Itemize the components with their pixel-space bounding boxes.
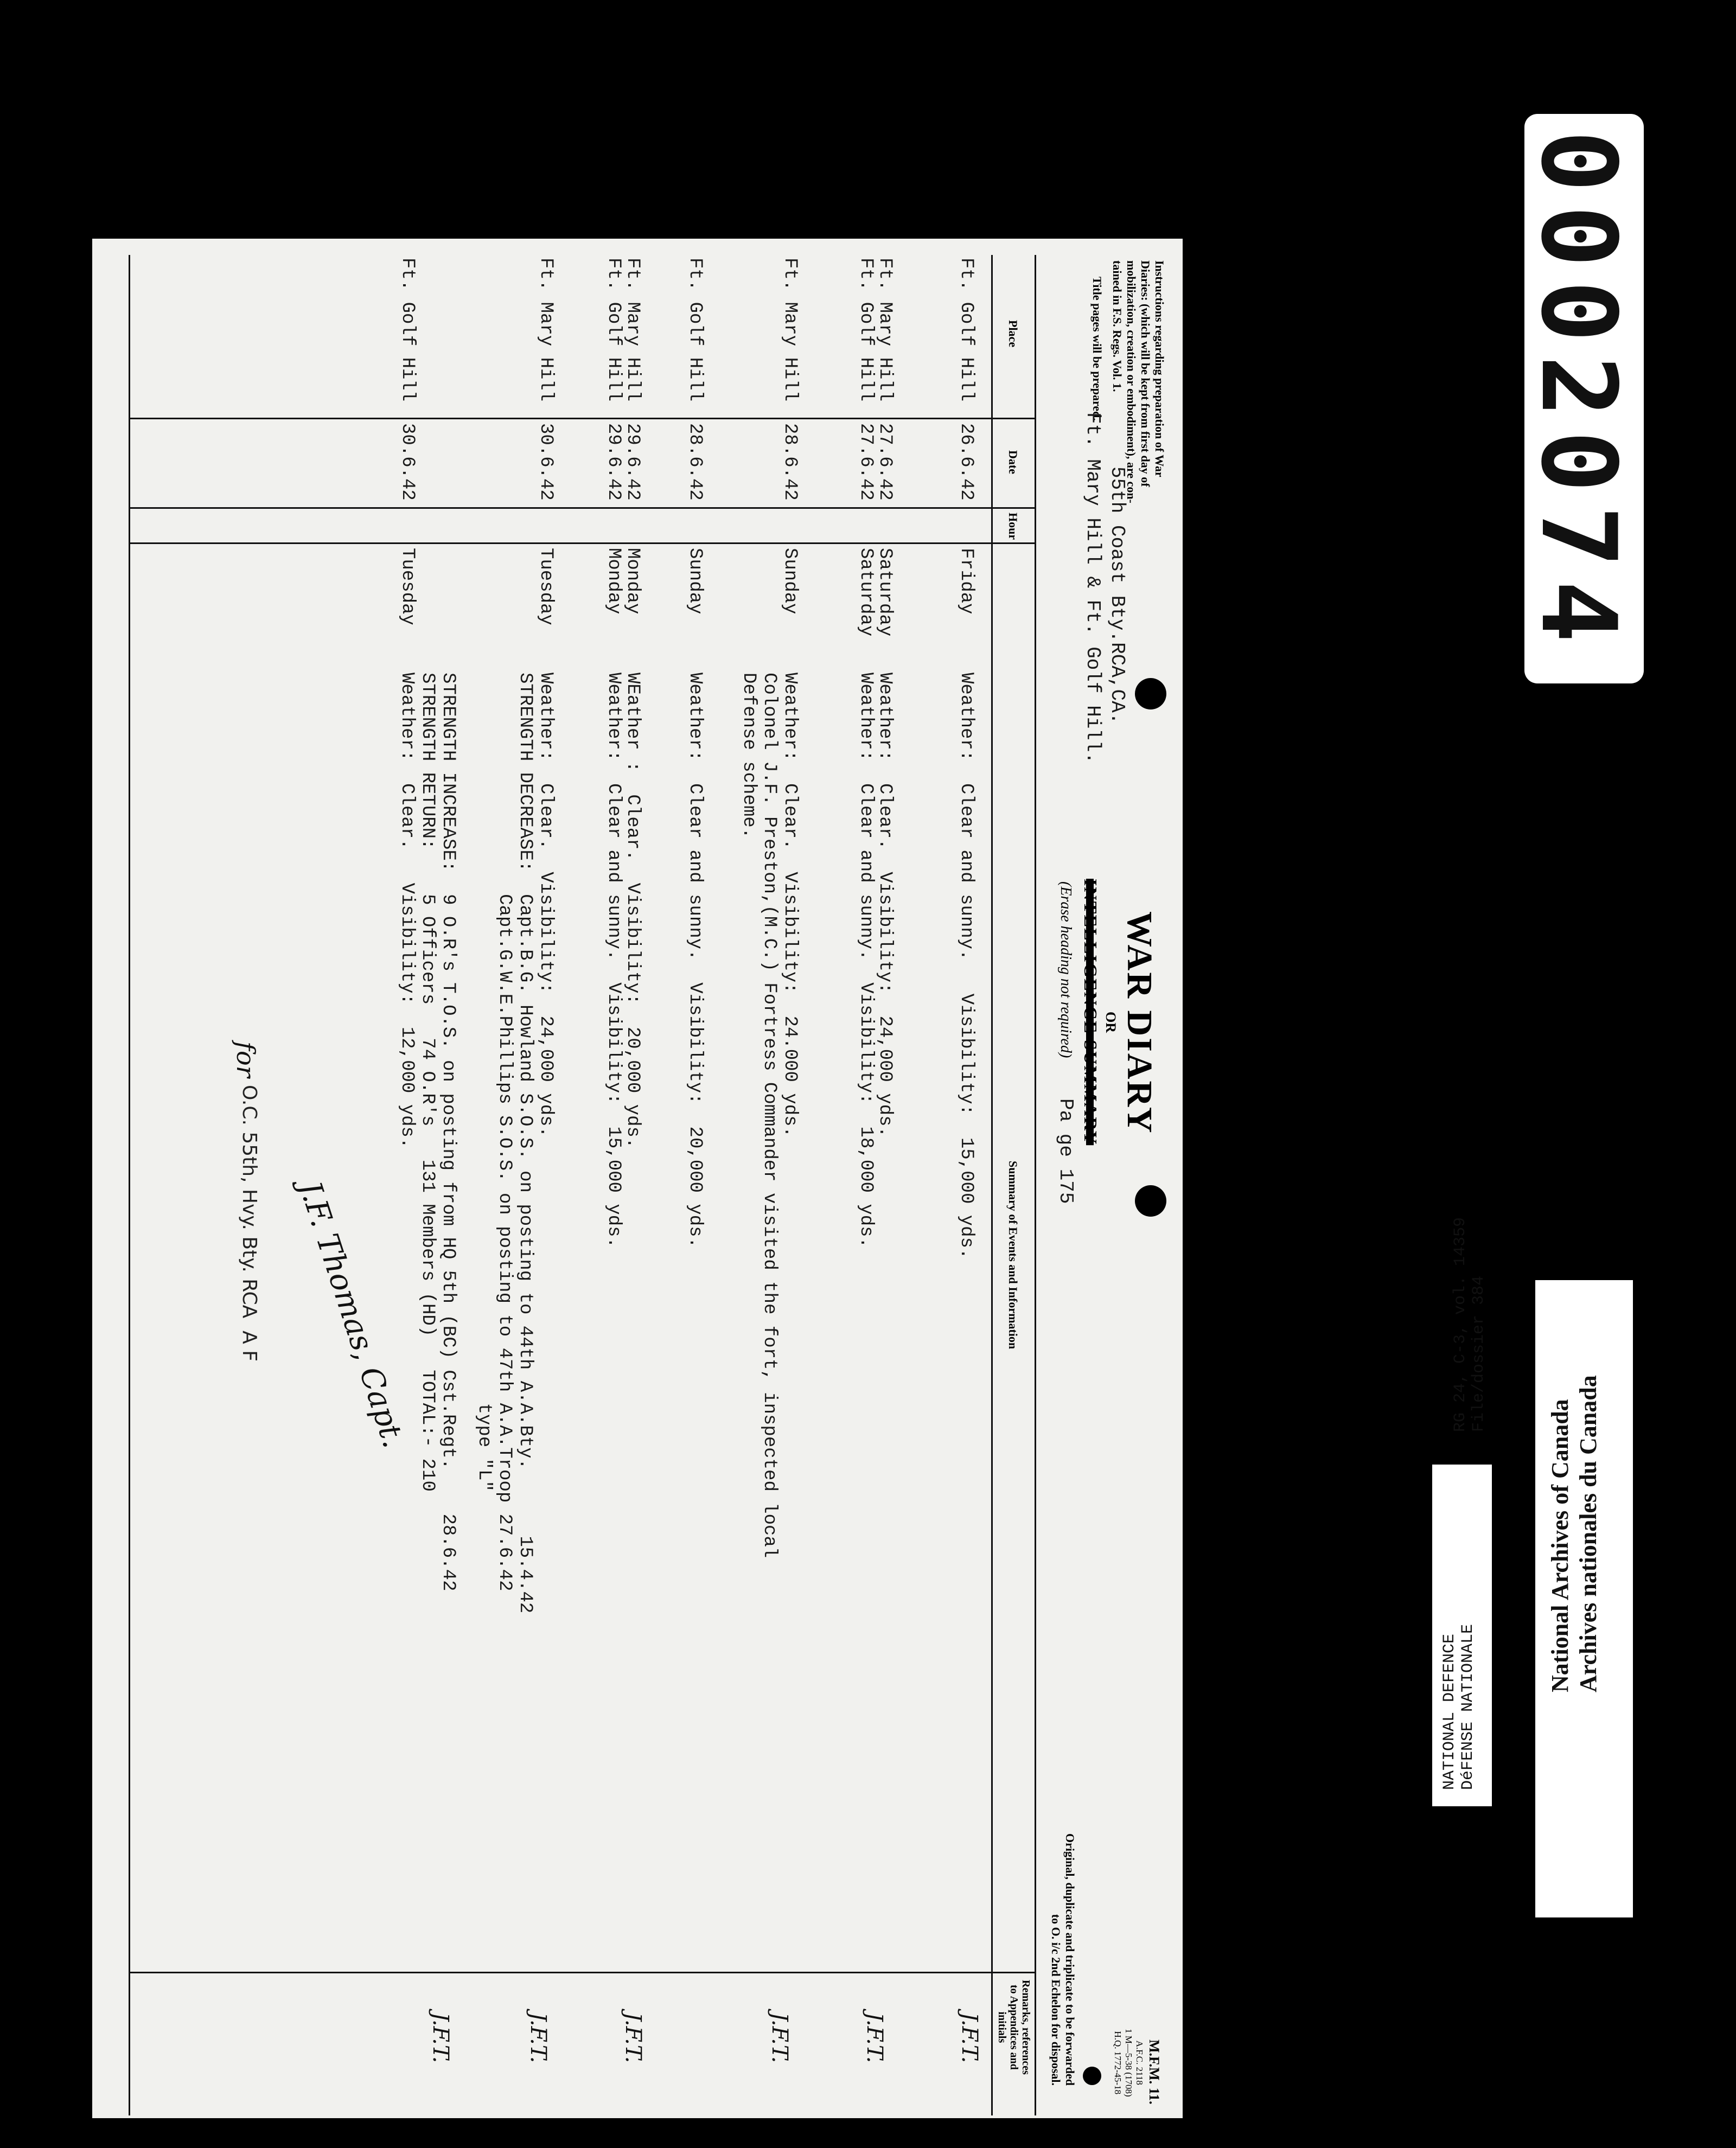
place-cell: Ft. Mary Hill xyxy=(875,258,895,402)
unit-name: 55th Coast Bty.RCA,CA. xyxy=(1106,466,1128,725)
summary-cell: Weather: Clear and sunny. Visibility: 18,000 yds. xyxy=(856,673,876,1248)
place-cell: Ft. Golf Hill xyxy=(685,258,705,402)
day-cell: Monday xyxy=(622,548,643,615)
summary-cell: Weather: Clear. Visibility: 24,000 yds. xyxy=(875,673,895,1137)
column-divider xyxy=(130,507,1036,509)
place-cell: Ft. Golf Hill xyxy=(603,258,624,402)
place-cell: Ft. Golf Hill xyxy=(956,258,976,402)
column-header-place: Place xyxy=(1006,320,1020,348)
unit-location: Ft. Mary Hill & Ft. Golf Hill. xyxy=(1082,412,1104,764)
form-reference: A.F.C. 2118 1 M—5-38 (1708) H.Q. 1772-45-18 xyxy=(1113,2029,1145,2097)
day-cell: Tuesday xyxy=(397,548,418,625)
initials-mark: J.F.T. xyxy=(428,2012,453,2063)
title-or: OR xyxy=(1103,1012,1119,1033)
title-pages-note: Title pages will be prepared. xyxy=(1090,277,1104,421)
punch-hole xyxy=(1083,2067,1101,2085)
reel-number: 0002074 xyxy=(1518,130,1638,656)
place-cell: Ft. Mary Hill xyxy=(622,258,643,402)
day-cell: Saturday xyxy=(875,548,895,637)
place-cell: Ft. Golf Hill xyxy=(397,258,418,402)
table-bottom-rule xyxy=(129,255,130,2115)
day-cell: Monday xyxy=(603,548,624,615)
summary-cell: Weather: Clear and sunny. Visibility: 15,000 yds. xyxy=(603,673,624,1248)
column-header-remarks: Remarks, references to Appendices and initials xyxy=(996,1980,1032,2075)
table-header-rule xyxy=(991,255,993,2115)
column-divider xyxy=(130,542,1036,544)
day-cell: Sunday xyxy=(685,548,705,615)
day-cell: Friday xyxy=(956,548,976,615)
date-cell: 26.6.42 xyxy=(956,423,976,501)
place-cell: Ft. Golf Hill xyxy=(856,258,876,402)
column-header-summary: Summary of Events and Information xyxy=(1006,1161,1020,1350)
column-divider xyxy=(130,1972,1036,1973)
summary-cell: STRENGTH INCREASE: 9 O.R's T.O.S. on posting from HQ 5th (BC) Cst.Regt. 28.6.42 STRENGTH RETURN: 5 Officers 74 O.R's 131 Members (HD) TOTAL:- 210 Weather: Clear. Visibility: 12,000 yds. xyxy=(397,673,458,1591)
date-cell: 27.6.42 xyxy=(856,423,876,501)
column-header-hour: Hour xyxy=(1006,513,1020,540)
date-cell: 29.6.42 xyxy=(622,423,643,501)
initials-mark: J.F.T. xyxy=(862,2012,887,2063)
signature: J.F. Thomas, Capt. xyxy=(292,1177,412,1453)
punch-hole xyxy=(1135,678,1166,709)
struck-heading: INTELLIGENCE SUMMARY xyxy=(1080,879,1100,1146)
initials-mark: J.F.T. xyxy=(957,2012,982,2063)
summary-cell: WEather : Clear. Visibility: 20,000 yds. xyxy=(622,673,643,1149)
signature-stamp: O.C. 55th, Hvy. Bty. RCA A F xyxy=(238,1085,260,1361)
archive-reference: RG 24, C-3, vol. 14359 File/dossier 384 xyxy=(1451,1217,1488,1432)
table-top-rule xyxy=(1035,255,1036,2115)
summary-cell: Weather: Clear and sunny. Visibility: 15,000 yds. xyxy=(956,673,976,1260)
date-cell: 30.6.42 xyxy=(535,423,556,501)
place-cell: Ft. Mary Hill xyxy=(780,258,800,402)
instructions-note: Instructions regarding preparation of War Diaries: (which will be kept from first day of mobilization, creation or embodiment), are con- tained in F.S. Regs. Vol. 1. xyxy=(1110,260,1166,503)
day-cell: Tuesday xyxy=(535,548,556,625)
erase-note: (Erase heading not required) xyxy=(1057,881,1074,1058)
page-title: WAR DIARY xyxy=(1120,911,1159,1135)
summary-cell: Weather: Clear and sunny. Visibility: 20,000 yds. xyxy=(685,673,705,1248)
form-number: M.F.M. 11. xyxy=(1146,2040,1162,2105)
place-cell: Ft. Mary Hill xyxy=(535,258,556,402)
initials-mark: J.F.T. xyxy=(621,2012,646,2063)
column-header-date: Date xyxy=(1006,450,1020,474)
diary-page-content xyxy=(92,239,1183,2118)
day-cell: Sunday xyxy=(780,548,800,615)
day-cell: Saturday xyxy=(856,548,876,637)
forwarding-note: Original, duplicate and triplicate to be forwarded to O. i/c 2nd Echelon for disposal. xyxy=(1049,1833,1077,2086)
department-text: NATIONAL DEFENCE DéFENSE NATIONALE xyxy=(1440,1623,1477,1790)
date-cell: 27.6.42 xyxy=(875,423,895,501)
punch-hole xyxy=(1135,1185,1166,1217)
archives-text: National Archives of Canada Archives nationales du Canada xyxy=(1547,1375,1601,1692)
initials-mark: J.F.T. xyxy=(526,2012,551,2063)
date-cell: 28.6.42 xyxy=(780,423,800,501)
signature-prefix: for xyxy=(231,1041,260,1078)
summary-cell: Weather: Clear. Visibility: 24.000 yds. Colonel J.F. Preston,(M.C.) Fortress Commander visited the fort, inspected local Defense scheme. xyxy=(738,673,800,1558)
page-number: Pa ge 175 xyxy=(1055,1098,1077,1204)
date-cell: 29.6.42 xyxy=(603,423,624,501)
column-divider xyxy=(130,418,1036,419)
date-cell: 30.6.42 xyxy=(397,423,418,501)
summary-cell: Weather: Clear. Visibility: 24,000 yds. STRENGTH DECREASE: Capt.B.G. Howland S.O.S. on posting to 44th A.A.Bty. 15.4.42 Capt.G.W.E.Phillips S.O.S. on posting to 47th A.A.Troop 27.6.42 type "L" xyxy=(474,673,556,1614)
initials-mark: J.F.T. xyxy=(767,2012,792,2063)
date-cell: 28.6.42 xyxy=(685,423,705,501)
